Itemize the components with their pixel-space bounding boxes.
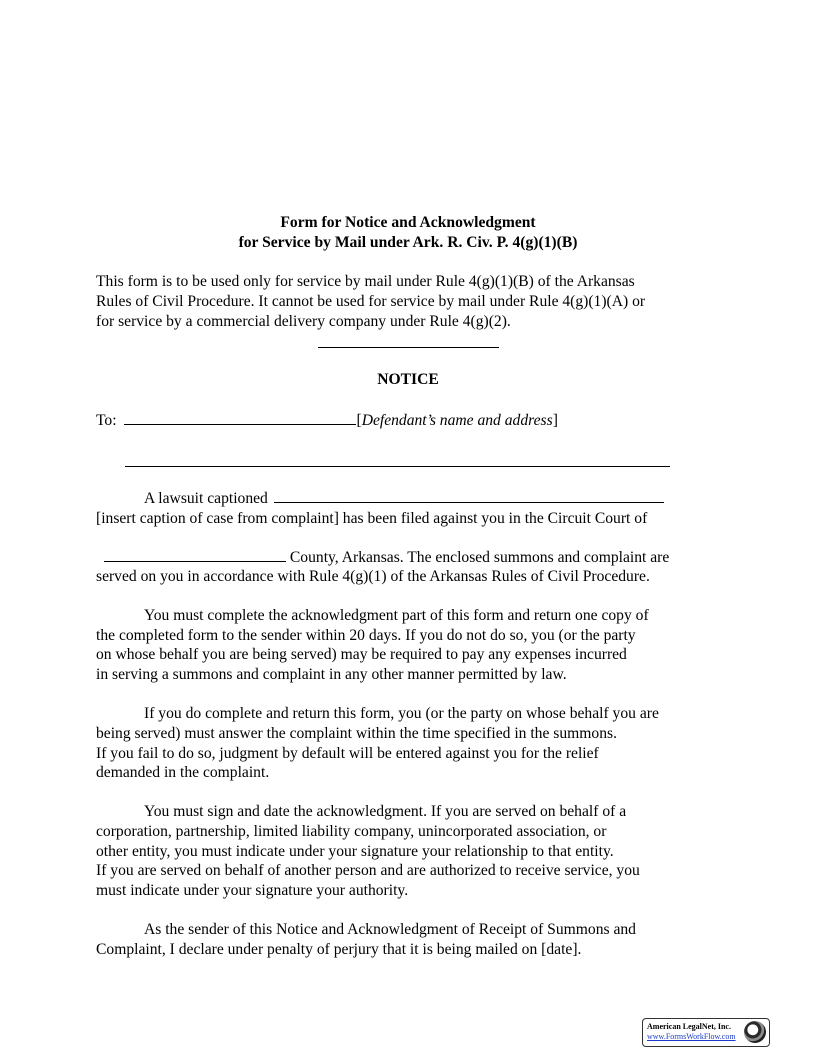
- paragraph-line: As the sender of this Notice and Acknowledgment of Receipt of Summons and: [144, 921, 636, 938]
- case-caption-field[interactable]: [274, 488, 664, 503]
- section-divider: [318, 347, 499, 348]
- county-field[interactable]: [104, 547, 286, 562]
- lawsuit-label: A lawsuit captioned: [144, 490, 268, 507]
- paragraph-line: If you do complete and return this form, you (or the party on whose behalf you are: [144, 705, 659, 722]
- paragraph-line: You must complete the acknowledgment part of this form and return one copy of: [144, 607, 649, 624]
- company-name: American LegalNet, Inc.: [647, 1022, 731, 1031]
- intro-line: Rules of Civil Procedure. It cannot be used for service by mail under Rule 4(g)(1)(A) or: [96, 293, 646, 310]
- served-line: served on you in accordance with Rule 4(g)(1) of the Arkansas Rules of Civil Procedure.: [96, 568, 650, 585]
- paragraph-line: other entity, you must indicate under your signature your relationship to that entity.: [96, 843, 614, 860]
- caption-instruction: [insert caption of case from complaint] has been filed against you in the Circuit Court of: [96, 510, 648, 527]
- paragraph-line: If you are served on behalf of another person and are authorized to receive service, you: [96, 862, 640, 879]
- company-url[interactable]: www.FormsWorkFlow.com: [647, 1032, 736, 1041]
- county-line: [96, 547, 669, 568]
- paragraph-line: must indicate under your signature your authority.: [96, 882, 409, 899]
- paragraph-line: demanded in the complaint.: [96, 764, 270, 781]
- paragraph-line: corporation, partnership, limited liability company, unincorporated association, or: [96, 823, 607, 840]
- lawsuit-line: [144, 488, 664, 509]
- paragraph-line: the completed form to the sender within 20 days. If you do not do so, you (or the party: [96, 627, 636, 644]
- form-title: Form for Notice and Acknowledgment: [280, 214, 536, 231]
- county-text: County, Arkansas. The enclosed summons and complaint are: [286, 549, 670, 566]
- defendant-name-field[interactable]: [124, 410, 356, 425]
- paragraph-line: You must sign and date the acknowledgment. If you are served on behalf of a: [144, 803, 627, 820]
- paragraph-line: If you fail to do so, judgment by default will be entered against you for the relief: [96, 745, 599, 762]
- defendant-hint: Defendant’s name and address: [361, 412, 553, 429]
- paragraph-line: Complaint, I declare under penalty of perjury that it is being mailed on [date].: [96, 941, 582, 958]
- paragraph-line: in serving a summons and complaint in any other manner permitted by law.: [96, 666, 567, 683]
- to-label: To:: [96, 412, 117, 429]
- form-subtitle: for Service by Mail under Ark. R. Civ. P. 4(g)(1)(B): [238, 234, 578, 251]
- defendant-address-field[interactable]: [125, 466, 670, 467]
- notice-heading: NOTICE: [377, 371, 439, 388]
- to-line: To: [Defendant’s name and address]: [96, 412, 558, 429]
- intro-line: This form is to be used only for service by mail under Rule 4(g)(1)(B) of the Arkansas: [96, 273, 635, 290]
- intro-line: for service by a commercial delivery company under Rule 4(g)(2).: [96, 313, 511, 330]
- paragraph-line: being served) must answer the complaint within the time specified in the summons.: [96, 725, 617, 742]
- paragraph-line: on whose behalf you are being served) may be required to pay any expenses incurred: [96, 646, 627, 663]
- footer-logo[interactable]: [642, 1018, 770, 1047]
- logo-icon: [744, 1021, 766, 1043]
